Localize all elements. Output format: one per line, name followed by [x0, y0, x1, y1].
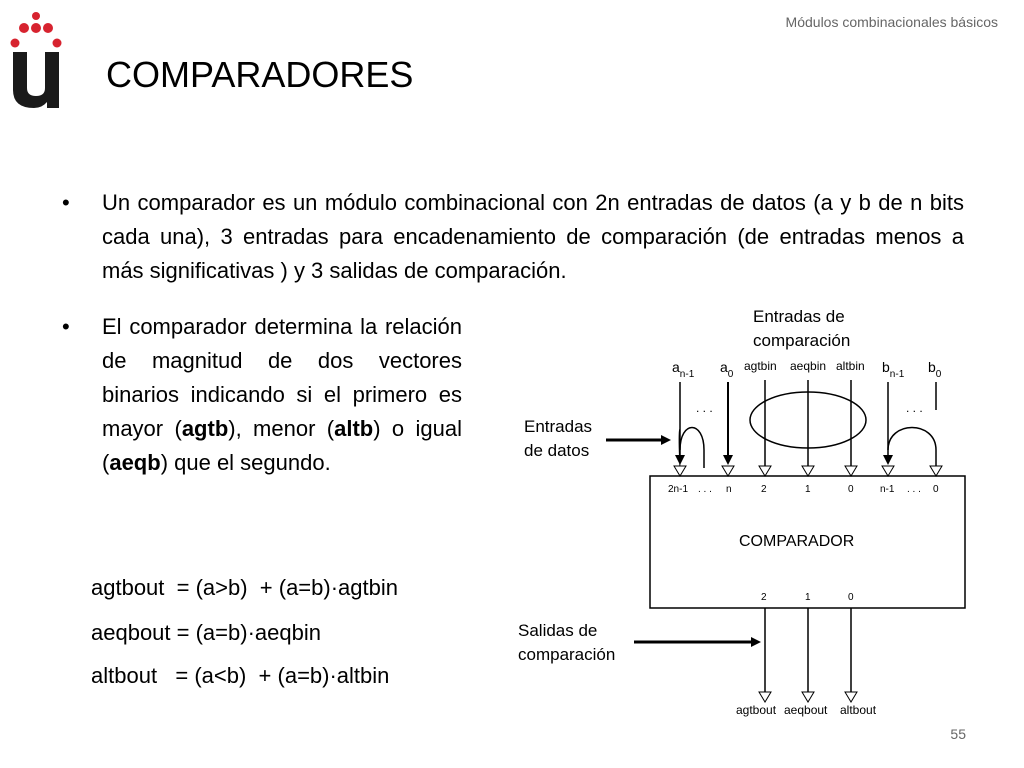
input-label-b-0: $b_0$: [928, 359, 942, 380]
pin-label-bottom: 1: [805, 592, 811, 603]
pin-label-top: . . .: [698, 484, 712, 495]
text-part: ) que el segundo.: [160, 450, 331, 475]
pin-label-top: n-1: [880, 484, 895, 495]
wire-a-n1-curve: [680, 428, 704, 469]
section-title: Módulos combinacionales básicos: [785, 14, 998, 30]
input-label-b-n1: $b_{n-1}$: [882, 359, 905, 380]
label-salidas-1: Salidas de: [518, 621, 598, 640]
input-label-a-n1: $a_{n-1}$: [672, 359, 695, 380]
comparator-diagram: [510, 300, 1010, 730]
bullet-text: Un comparador es un módulo combinacional con 2n entradas de datos (a y b de n bits cada una), 3 entradas para encadenamiento de comparación (de entradas menos a más significativas ) y 3 salidas de comparación.: [102, 190, 964, 283]
pin-label-bottom: 0: [848, 592, 854, 603]
wire-b-n1-curve: [888, 428, 936, 469]
input-label-aeqbin: aeqbin: [790, 359, 827, 373]
label-salidas-2: comparación: [518, 645, 616, 664]
output-label-aeqbout: aeqbout: [784, 703, 828, 717]
label-entradas-datos-2: de datos: [524, 441, 590, 460]
term-altb: altb: [334, 416, 374, 441]
page-title: COMPARADORES: [106, 54, 414, 95]
output-pin-triangles: [759, 692, 857, 702]
university-logo: [10, 10, 62, 108]
logo-u-shape: [13, 52, 59, 108]
bullet-symbol: •: [62, 190, 70, 215]
equation-aeqbout: aeqbout = (a=b)·aeqbin: [91, 620, 321, 645]
term-agtb: agtb: [181, 416, 229, 441]
bullet-item-definition: [62, 186, 964, 288]
pin-label-bottom: 2: [761, 592, 767, 603]
logo-crown-dots: [11, 12, 62, 48]
text-part: ), menor (: [228, 416, 335, 441]
dots-b: . . .: [906, 401, 923, 415]
input-pin-triangles: [674, 466, 942, 476]
input-label-altbin: altbin: [836, 359, 865, 373]
text-part: El comparador determina la relación de magnitud de dos vectores binarios indicando si el primero es mayor (: [102, 314, 462, 441]
label-entradas-comparacion-1: Entradas de: [753, 307, 845, 326]
pin-label-top: 1: [805, 484, 811, 495]
bullet-symbol: •: [62, 314, 70, 339]
bullet-item-magnitude: [62, 310, 462, 480]
pin-label-top: 2n-1: [668, 484, 689, 495]
term-aeqb: aeqb: [109, 450, 161, 475]
comparator-label: COMPARADOR: [739, 533, 855, 550]
pin-label-top: . . .: [907, 484, 921, 495]
pin-label-top: 0: [933, 484, 939, 495]
pin-label-top: 0: [848, 484, 854, 495]
input-label-a-0: $a_0$: [720, 359, 734, 380]
pin-label-top: 2: [761, 484, 767, 495]
input-label-agtbin: agtbin: [744, 359, 777, 373]
equation-agtbout: agtbout = (a>b) + (a=b)·agtbin: [91, 575, 398, 600]
pin-label-top: n: [726, 484, 732, 495]
label-entradas-datos-1: Entradas: [524, 417, 593, 436]
page-number: 55: [950, 726, 966, 742]
output-label-altbout: altbout: [840, 703, 877, 717]
label-entradas-comparacion-2: comparación: [753, 331, 851, 350]
equation-altbout: altbout = (a<b) + (a=b)·altbin: [91, 663, 390, 688]
bullet-text: [102, 310, 462, 480]
output-label-agtbout: agtbout: [736, 703, 777, 717]
text-part: ) o igual (: [102, 416, 462, 475]
dots-a: . . .: [696, 401, 713, 415]
